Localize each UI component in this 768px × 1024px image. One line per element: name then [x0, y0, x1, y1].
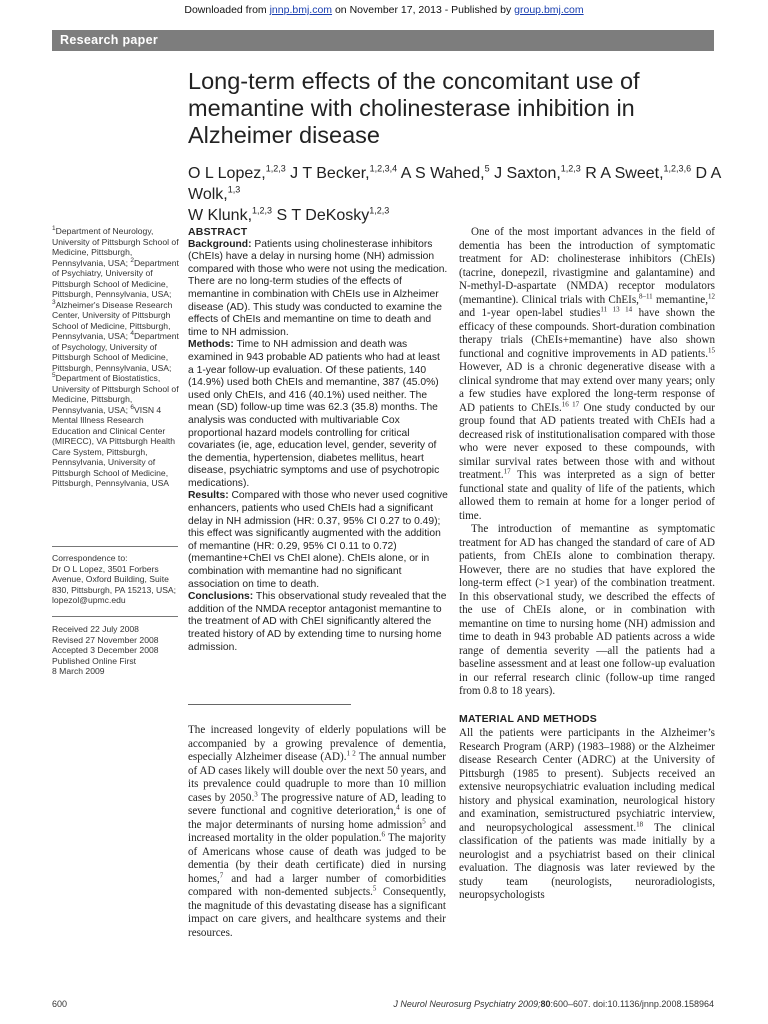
affiliation: Alzheimer's Disease Research Center, University of Pittsburgh School of Medicine, Pittsburgh, Pennsylvania, USA; [52, 299, 173, 341]
abstract-methods: Methods: Time to NH admission and death was examined in 943 probable AD patients who had at least a 1-year follow-up evaluation. Of these patients, 140 (14.9%) used both ChEIs and memantine, 387 (45.0%) used only ChEIs, and 416 (40.1%) used neither. The mean (SD) follow-up time was 62.3 (35.8) months. The analysis was conducted with multivariable Cox proportional hazard models controlling for critical covariates (ie, age, education level, gender, severity of the dementia, hypertension, diabetes mellitus, heart disease, psychiatric symptoms and use of psychotropic medications). [188, 339, 440, 489]
affiliation: VISN 4 Mental Illness Research Education and Clinical Center (MIRECC), VA Pittsburgh Health Care System, Pittsburgh, Pennsylvania, University of Pittsburgh School of Medicine, Pittsburgh, Pennsylvania, USA [52, 404, 176, 488]
section-heading: MATERIAL AND METHODS [459, 712, 597, 725]
paragraph: All the patients were participants in the Alzheimer’s Research Program (ARP) (1983–1988) or the Alzheimer disease Research Center (ADRC) at the University of Pittsburgh (1985 to present). Subjects received an extensive neuropsychiatric evaluation including medical history and physical examination, neurological history and examination, semistructured psychiatric interview, and neuropsychological assessment.$^{18}$ The clinical classification of the patients was made initially by a neurologist and a psychiatrist based on their clinical evaluation. The diagnosis was later reviewed by the study team (neurologists, neuroradiologists, neuropsychologists [459, 727, 716, 901]
body-column-right [459, 226, 715, 903]
download-mid: on November 17, 2013 - Published by [334, 4, 512, 16]
article-title: Long-term effects of the concomitant use of memantine with cholinesterase inhibition in Alzheimer disease [188, 68, 640, 148]
correspondence-email[interactable]: lopezol@upmc.edu [52, 595, 126, 605]
download-pre: Downloaded from [184, 4, 267, 16]
author: W Klunk,$^{1,2,3}$ [188, 205, 273, 224]
download-banner [0, 4, 768, 16]
revised-date: Revised 27 November 2008 [52, 634, 159, 645]
correspondence-label: Correspondence to: [52, 553, 128, 563]
divider [52, 616, 178, 617]
page-number: 600 [52, 999, 68, 1009]
correspondence [52, 553, 180, 606]
publisher-link[interactable]: group.bmj.com [514, 4, 584, 16]
divider [188, 704, 351, 705]
abstract-background: Background: Patients using cholinesterase inhibitors (ChEIs) have a delay in nursing home (NH) admission compared with those who were not using the medication. There are no long-term studies of the effects of memantine in combination with ChEIs use in Alzheimer disease (AD). This study was conducted to examine the effects of ChEIs and memantine on time to death and time to NH admission. [188, 238, 448, 338]
published-date: 8 March 2009 [52, 666, 105, 676]
author: O L Lopez,$^{1,2,3}$ [188, 163, 286, 182]
author: S T DeKosky$^{1,2,3}$ [276, 205, 390, 224]
abstract [188, 226, 448, 654]
published-label: Published Online First [52, 655, 137, 666]
affiliation: Department of Psychology, University of Pittsburgh School of Medicine, Pittsburgh, Pennsylvania, USA; [52, 331, 179, 373]
affiliation: Department of Biostatistics, University of Pittsburgh School of Medicine, Pittsburgh, Pennsylvania, USA; [52, 373, 179, 415]
author-list [188, 163, 728, 226]
author: J T Becker,$^{1,2,3,4}$ [290, 163, 398, 182]
abstract-results: Results: Compared with those who never used cognitive enhancers, patients who used ChEIs had a significant delay in NH admission (HR: 0.37, 95% CI 0.27 to 0.49); this effect was significantly augmented with the addition of memantine (HR: 0.29, 95% CI 0.11 to 0.72) (memantine+ChEI vs ChEI alone). ChEIs alone, or in combination with memantine had no significant association on time to death. [188, 490, 448, 590]
author: J Saxton,$^{1,2,3}$ [494, 163, 581, 182]
accepted-date: Accepted 3 December 2008 [52, 645, 159, 655]
section-banner [52, 30, 714, 51]
affiliations: $^1$Department of Neurology, University of Pittsburgh School of Medicine, Pittsburgh, Pennsylvania, USA; $^2$Department of Psychiatry, University of Pittsburgh School of Medicine, Pittsburgh, Pennsylvania, USA; $^3$Alzheimer's Disease Research Center, University of Pittsburgh School of Medicine, Pittsburgh, Pennsylvania, USA; $^4$Department of Psychology, University of Pittsburgh School of Medicine, Pittsburgh, Pennsylvania, USA; $^5$Department of Biostatistics, University of Pittsburgh School of Medicine, Pittsburgh, Pennsylvania, USA; $^6$VISN 4 Mental Illness Research Education and Clinical Center (MIRECC), VA Pittsburgh Health Care System, Pittsburgh, Pennsylvania, University of Pittsburgh School of Medicine, Pittsburgh, Pennsylvania, USA [52, 225, 179, 488]
journal-site-link[interactable]: jnnp.bmj.com [269, 4, 333, 16]
affiliation: Department of Neurology, University of Pittsburgh School of Medicine, Pittsburgh, Pennsylvania, USA; [52, 226, 179, 268]
introduction-text [188, 724, 446, 940]
correspondence-address: Dr O L Lopez, 3501 Forbers Avenue, Oxford Building, Suite 830, Pittsburgh, PA 15213, USA; [52, 563, 177, 595]
affiliation: Department of Psychiatry, University of Pittsburgh School of Medicine, Pittsburgh, Pennsylvania, USA; [52, 257, 179, 299]
paragraph: One of the most important advances in the field of dementia has been the introduction of symptomatic treatment for AD: cholinesterase inhibitors (ChEIs) (tacrine, donepezil, rivastigmine and galantamine) and N-methyl-D-aspartate (NMDA) receptor modulators (memantine). Clinical trials with ChEIs,$^{8-11}$ memantine,$^{12}$ and 1-year open-label studies$^{11 13 14}$ have shown the efficacy of these compounds. Short-duration combination therapy trials (ChEIs+memantine) have also shown functional and cognitive improvements in AD patients.$^{15}$ However, AD is a chronic degenerative disease with a clinical syndrome that may extend over many years; only a few studies have explored the long-term response of AD patients to ChEIs.$^{16 17}$ One study conducted by our group found that AD patients treated with ChEIs had a decreased risk of institutionalisation compared with those who were never exposed to these compounds, with similar survival rates between those with and without treatment.$^{17}$ This was interpreted as a sign of better functional state and quality of life of the patients, which allowed them to remain at home for a longer period of time. [459, 226, 715, 522]
received-date: Received 22 July 2008 [52, 624, 139, 634]
article-dates [52, 624, 180, 677]
paragraph: The increased longevity of elderly populations will be accompanied by a growing prevalence of dementia, especially Alzheimer disease (AD).$^{1 2}$ The annual number of AD cases likely will double over the next 50 years, and its prevalence could quadruple to more than 10 million cases by 2050.$^3$ The progressive nature of AD, leading to severe functional and cognitive deterioration,$^4$ is one of the major determinants of nursing home admission$^5$ and increased mortality in the older population.$^6$ The majority of Americans whose cause of death was judged to be dementia (by their death certificate) died in nursing homes,$^7$ and had a larger number of comorbidities compared with non-demented subjects.$^5$ Consequently, the magnitude of this devastating disease has a significant impact on care givers, and healthcare systems and their resources. [188, 724, 447, 939]
author: D A Wolk,$^{1,3}$ [188, 165, 721, 203]
paragraph: The introduction of memantine as symptomatic treatment for AD has changed the standard of care of AD patients, from ChEIs alone to combination therapy. However, there are no studies that have explored the long-term effect (>1 year) of the combination treatment. In this observational study, we described the effects of the use of ChEIs alone, or in combination with memantine on time to nursing home (NH) admission and time to death in 943 probable AD patients across a wide range of dementia severity —all the patients had a baseline assessment and at least one follow-up evaluation in our referral research clinic (follow-up time ranged from 0.8 to 18 years). [459, 523, 715, 697]
author: A S Wahed,$^5$ [400, 163, 490, 182]
divider [52, 546, 178, 547]
journal-citation: J Neurol Neurosurg Psychiatry 2009;80:600–607. doi:10.1136/jnnp.2008.158964 [393, 999, 714, 1009]
abstract-conclusions: Conclusions: This observational study revealed that the addition of the NMDA receptor antagonist memantine to the treatment of AD with ChEI significantly altered the treated history of AD by extending time to nursing home admission. [188, 591, 447, 653]
section-label: Research paper [60, 33, 158, 47]
abstract-heading: ABSTRACT [188, 226, 248, 238]
author: R A Sweet,$^{1,2,3,6}$ [585, 163, 692, 182]
